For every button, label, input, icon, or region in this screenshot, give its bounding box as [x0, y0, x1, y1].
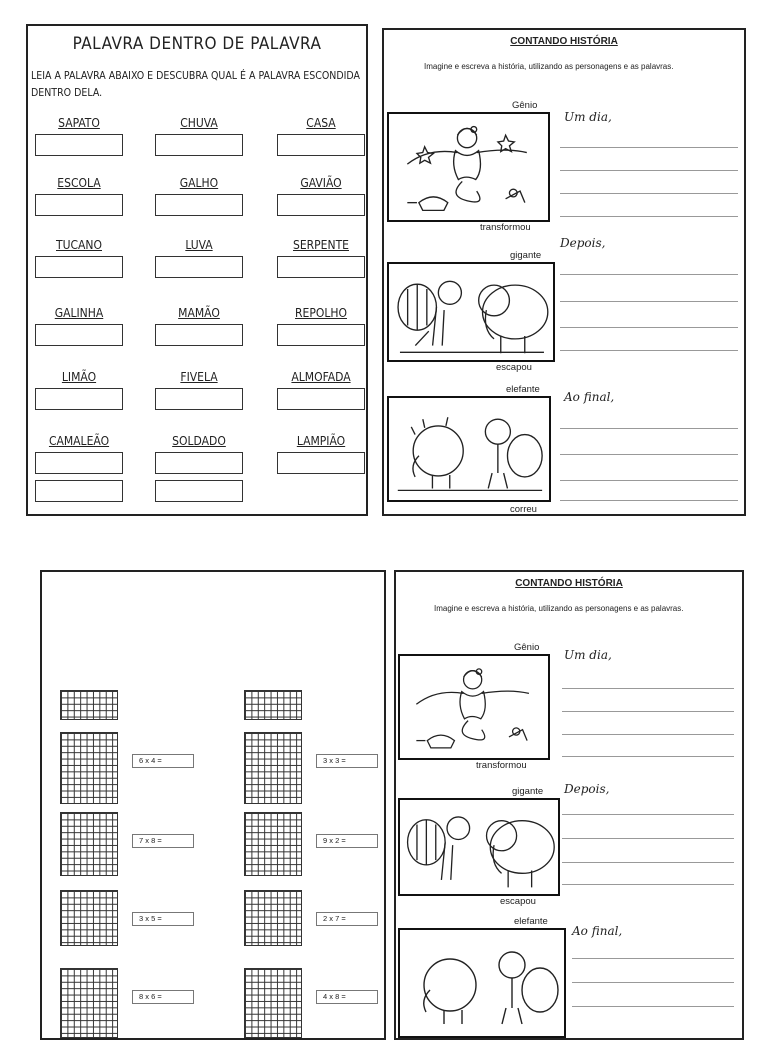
answer-box[interactable]: [277, 324, 365, 346]
label-escapou-2: escapou: [500, 896, 536, 907]
answer-box[interactable]: [155, 256, 243, 278]
answer-box[interactable]: [277, 194, 365, 216]
label-transformou: transformou: [480, 222, 531, 233]
worksheet-instruction: LEIA A PALAVRA ABAIXO E DESCUBRA QUAL É A PALAVRA ESCONDIDA DENTRO DELA.: [31, 70, 360, 99]
multiplication-grid-block: [60, 968, 118, 1038]
story-title: CONTANDO HISTÓRIA: [510, 36, 618, 47]
answer-box[interactable]: [35, 134, 123, 156]
equation-box[interactable]: 3 x 5 =: [132, 912, 194, 926]
multiplication-grid-block: [60, 890, 118, 946]
word-label: REPOLHO: [295, 306, 347, 320]
starter-um-dia: Um dia,: [564, 110, 612, 124]
word-label: CHUVA: [180, 116, 218, 130]
label-escapou: escapou: [496, 362, 532, 373]
multiplication-grid-block: [60, 812, 118, 876]
word-label: LAMPIÃO: [296, 434, 346, 448]
multiplication-grid-block: [244, 968, 302, 1038]
ant-elephant-picture: [387, 262, 555, 362]
multiplication-worksheet: [40, 570, 386, 1040]
word-label: FIVELA: [180, 370, 218, 384]
label-correu: correu: [510, 504, 537, 515]
word-label: SERPENTE: [293, 238, 349, 252]
multiplication-grid-block: [244, 812, 302, 876]
equation-box[interactable]: 7 x 8 =: [132, 834, 194, 848]
equation-box[interactable]: 2 x 7 =: [316, 912, 378, 926]
answer-box[interactable]: [155, 194, 243, 216]
multiplication-grid-block: [60, 690, 118, 720]
worksheet-title: PALAVRA DENTRO DE PALAVRA: [72, 34, 322, 54]
answer-box[interactable]: [155, 452, 243, 474]
starter-depois: Depois,: [560, 236, 606, 250]
genie-picture: [387, 112, 550, 222]
word-label: ESCOLA: [57, 176, 101, 190]
story-worksheet-bottom: [394, 570, 744, 1040]
word-label: LIMÃO: [61, 370, 97, 384]
label-genio-2: Gênio: [514, 642, 540, 653]
answer-box[interactable]: [35, 194, 123, 216]
ant-elephant-picture-2: [398, 798, 560, 896]
elephant-ant-picture: [387, 396, 551, 502]
label-elefante: elefante: [506, 384, 540, 395]
answer-box[interactable]: [277, 452, 365, 474]
elephant-ant-picture-2: [398, 928, 566, 1038]
label-gigante: gigante: [510, 250, 542, 261]
word-in-word-worksheet: [26, 24, 368, 516]
answer-box[interactable]: [35, 256, 123, 278]
label-gigante-2: gigante: [512, 786, 544, 797]
answer-box[interactable]: [277, 388, 365, 410]
story-instruction: Imagine e escreva a história, utilizando as personagens e as palavras.: [424, 62, 674, 71]
multiplication-grid-block: [60, 732, 118, 804]
word-label: SAPATO: [58, 116, 100, 130]
equation-box[interactable]: 4 x 8 =: [316, 990, 378, 1004]
word-label: MAMÃO: [178, 306, 220, 320]
word-label: GALINHA: [54, 306, 104, 320]
answer-box[interactable]: [277, 256, 365, 278]
label-genio: Gênio: [512, 100, 538, 111]
word-label: SOLDADO: [172, 434, 226, 448]
equation-box[interactable]: 6 x 4 =: [132, 754, 194, 768]
answer-box[interactable]: [155, 388, 243, 410]
equation-box[interactable]: 3 x 3 =: [316, 754, 378, 768]
word-label: CASA: [306, 116, 336, 130]
word-label: LUVA: [185, 238, 213, 252]
answer-box[interactable]: [155, 134, 243, 156]
starter-depois-2: Depois,: [564, 782, 610, 796]
answer-box[interactable]: [277, 134, 365, 156]
answer-box[interactable]: [155, 324, 243, 346]
word-label: GAVIÃO: [300, 176, 342, 190]
word-label: GALHO: [179, 176, 219, 190]
multiplication-grid-block: [244, 690, 302, 720]
starter-um-dia-2: Um dia,: [564, 648, 612, 662]
answer-box[interactable]: [155, 480, 243, 502]
equation-box[interactable]: 9 x 2 =: [316, 834, 378, 848]
label-elefante-2: elefante: [514, 916, 548, 927]
multiplication-grid-block: [244, 890, 302, 946]
word-label: ALMOFADA: [291, 370, 351, 384]
multiplication-grid-block: [244, 732, 302, 804]
story-instruction-2: Imagine e escreva a história, utilizando as personagens e as palavras.: [434, 604, 684, 613]
word-label: CAMALEÃO: [48, 434, 110, 448]
answer-box[interactable]: [35, 452, 123, 474]
answer-box[interactable]: [35, 324, 123, 346]
story-title-2: CONTANDO HISTÓRIA: [515, 578, 623, 589]
starter-ao-final-2: Ao final,: [572, 924, 623, 938]
equation-box[interactable]: 8 x 6 =: [132, 990, 194, 1004]
word-label: TUCANO: [56, 238, 102, 252]
genie-picture-2: [398, 654, 550, 760]
starter-ao-final: Ao final,: [564, 390, 615, 404]
answer-box[interactable]: [35, 388, 123, 410]
story-worksheet-top: [382, 28, 746, 516]
label-transformou-2: transformou: [476, 760, 527, 771]
answer-box[interactable]: [35, 480, 123, 502]
